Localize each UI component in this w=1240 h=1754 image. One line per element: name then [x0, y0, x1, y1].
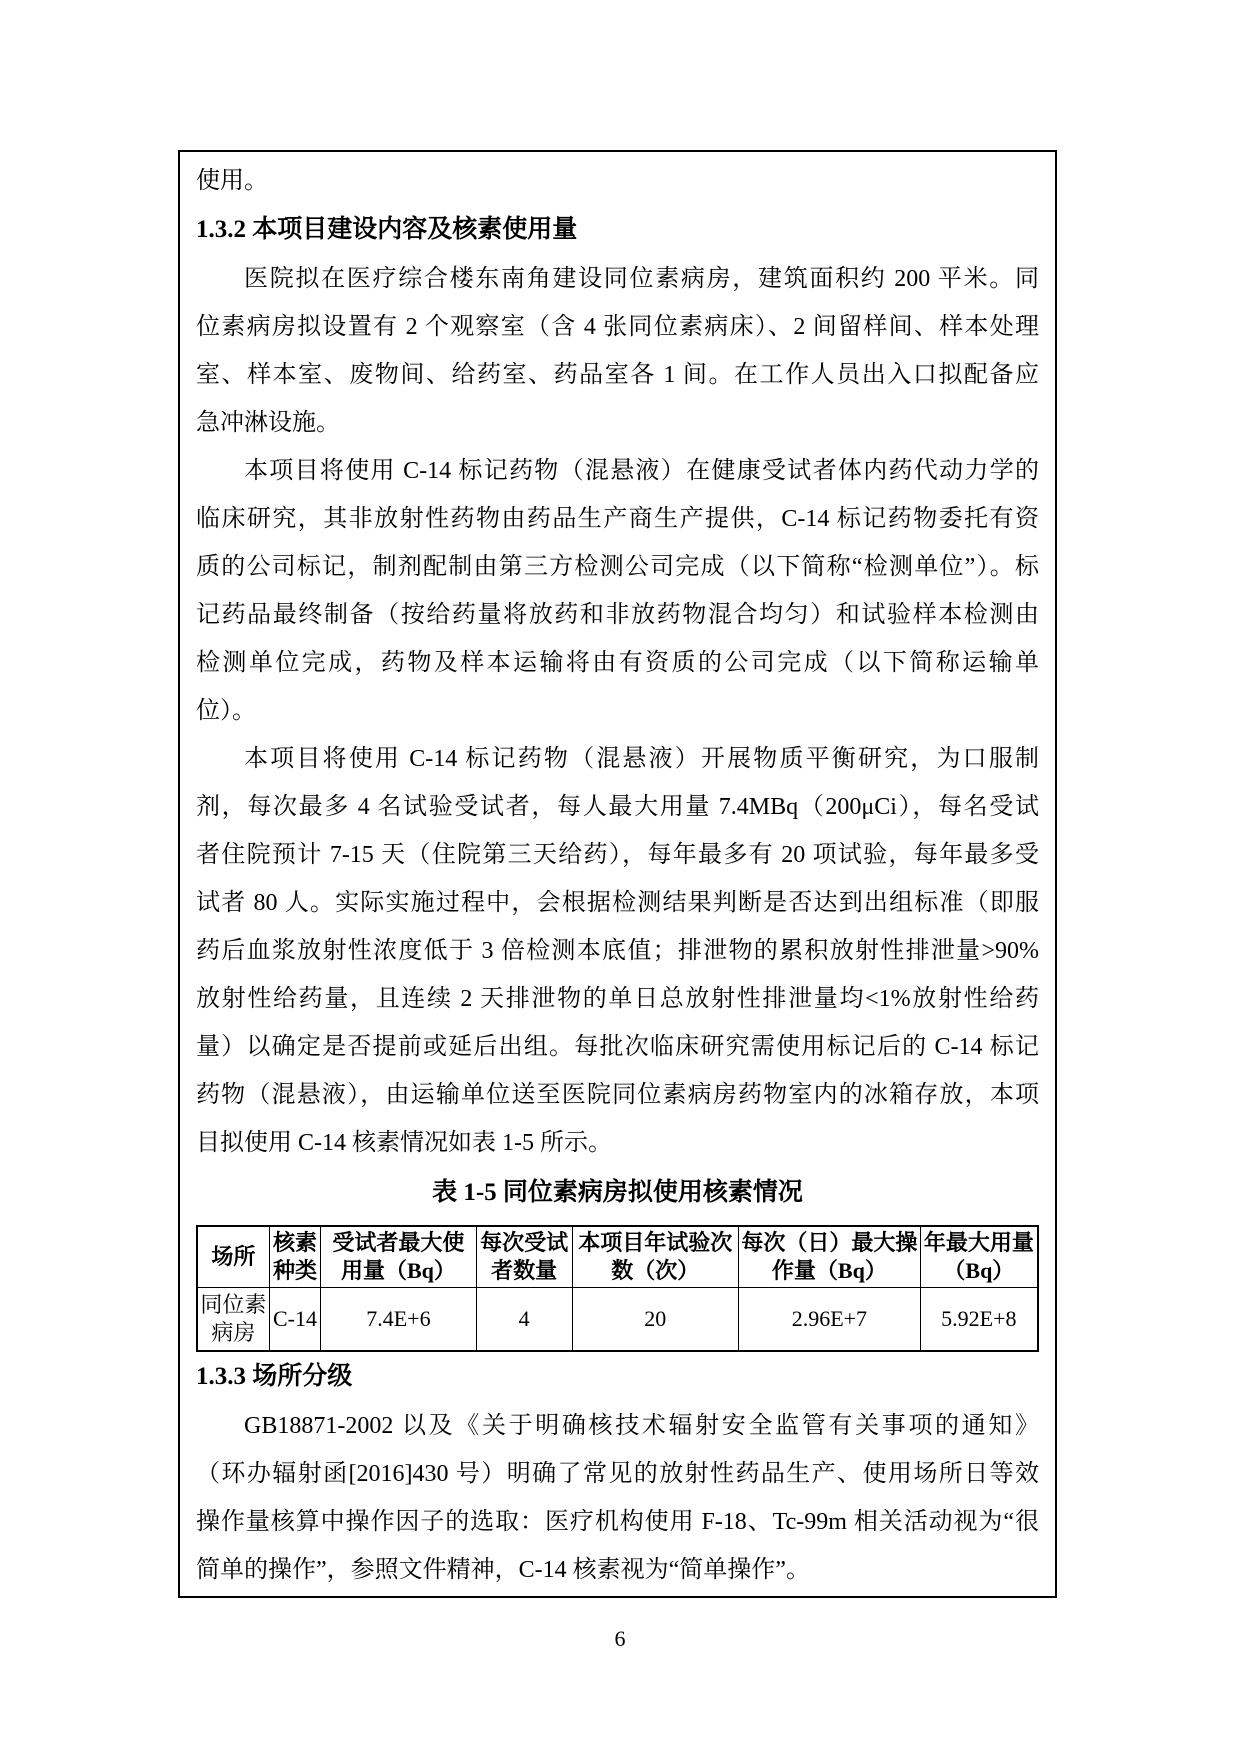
- body-line: 记药品最终制备（按给药量将放药和非放药物混合均匀）和试验样本检测由: [196, 602, 1039, 628]
- body-line: 质的公司标记，制剂配制由第三方检测公司完成（以下简称“检测单位”）。标: [196, 554, 1039, 580]
- section-heading-1-3-2: 1.3.2 本项目建设内容及核素使用量: [196, 216, 578, 243]
- table-header-cell: 年最大用量（Bq）: [920, 1226, 1038, 1288]
- table-data-cell: C-14: [269, 1288, 320, 1352]
- body-line: 临床研究，其非放射性药物由药品生产商生产提供，C-14 标记药物委托有资: [196, 506, 1039, 532]
- table-data-cell: 20: [572, 1288, 739, 1352]
- table-header-cell: 每次（日）最大操作量（Bq）: [739, 1226, 921, 1288]
- body-line: 试者 80 人。实际实施过程中，会根据检测结果判断是否达到出组标准（即服: [196, 890, 1039, 916]
- table-row: [197, 1288, 1038, 1352]
- body-line: 药物（混悬液），由运输单位送至医院同位素病房药物室内的冰箱存放，本项: [196, 1082, 1039, 1108]
- isotope-usage-table: [196, 1225, 1039, 1352]
- table-header-cell: 核素种类: [269, 1226, 320, 1288]
- body-line: 剂，每次最多 4 名试验受试者，每人最大用量 7.4MBq（200μCi），每名受试: [196, 794, 1039, 820]
- body-line: 本项目将使用 C-14 标记药物（混悬液）在健康受试者体内药代动力学的: [244, 458, 1039, 484]
- body-line: 检测单位完成，药物及样本运输将由有资质的公司完成（以下简称运输单: [196, 650, 1039, 676]
- body-line: 简单的操作”，参照文件精神，C-14 核素视为“简单操作”。: [196, 1557, 810, 1583]
- body-line: 目拟使用 C-14 核素情况如表 1-5 所示。: [196, 1130, 612, 1156]
- table-header-cell: 本项目年试验次数（次）: [572, 1226, 739, 1288]
- body-line: 操作量核算中操作因子的选取：医疗机构使用 F-18、Tc-99m 相关活动视为“很: [196, 1509, 1039, 1535]
- page-number: 6: [614, 1626, 626, 1651]
- body-line: 急冲淋设施。: [196, 410, 340, 436]
- body-line: 位）。: [196, 698, 256, 724]
- body-line: 量）以确定是否提前或延后出组。每批次临床研究需使用标记后的 C-14 标记: [196, 1034, 1039, 1060]
- table-1-5-title: 表 1-5 同位素病房拟使用核素情况: [432, 1179, 803, 1206]
- table-data-cell: 4: [476, 1288, 572, 1352]
- paragraph-3: [196, 735, 1039, 1167]
- body-line: 者住院预计 7-15 天（住院第三天给药），每年最多有 20 项试验，每年最多受: [196, 842, 1039, 868]
- table-data-cell: 7.4E+6: [321, 1288, 477, 1352]
- continuation-line: 使用。: [196, 168, 268, 194]
- body-line: 放射性给药量，且连续 2 天排泄物的单日总放射性排泄量均<1%放射性给药: [196, 986, 1039, 1012]
- body-line: GB18871-2002 以及《关于明确核技术辐射安全监管有关事项的通知》: [244, 1413, 1039, 1439]
- body-line: 药后血浆放射性浓度低于 3 倍检测本底值；排泄物的累积放射性排泄量>90%: [196, 938, 1039, 964]
- paragraph-1: [196, 255, 1039, 447]
- table-header-cell: 受试者最大使用量（Bq）: [321, 1226, 477, 1288]
- paragraph-4: [196, 1402, 1039, 1594]
- section-heading-1-3-3: 1.3.3 场所分级: [196, 1363, 353, 1390]
- table-header-cell: 每次受试者数量: [476, 1226, 572, 1288]
- paragraph-2: [196, 447, 1039, 735]
- body-line: 室、样本室、废物间、给药室、药品室各 1 间。在工作人员出入口拟配备应: [196, 362, 1039, 388]
- body-line: 位素病房拟设置有 2 个观察室（含 4 张同位素病床）、2 间留样间、样本处理: [196, 314, 1039, 340]
- body-line: （环办辐射函[2016]430 号）明确了常见的放射性药品生产、使用场所日等效: [196, 1461, 1039, 1487]
- body-line: 医院拟在医疗综合楼东南角建设同位素病房，建筑面积约 200 平米。同: [244, 266, 1039, 292]
- content-border-box: [178, 150, 1057, 1598]
- table-header-row: [197, 1226, 1038, 1288]
- body-line: 本项目将使用 C-14 标记药物（混悬液）开展物质平衡研究，为口服制: [244, 746, 1039, 772]
- table-data-cell: 同位素病房: [197, 1288, 269, 1352]
- table-data-cell: 2.96E+7: [739, 1288, 921, 1352]
- table-header-cell: 场所: [197, 1226, 269, 1288]
- table-data-cell: 5.92E+8: [920, 1288, 1038, 1352]
